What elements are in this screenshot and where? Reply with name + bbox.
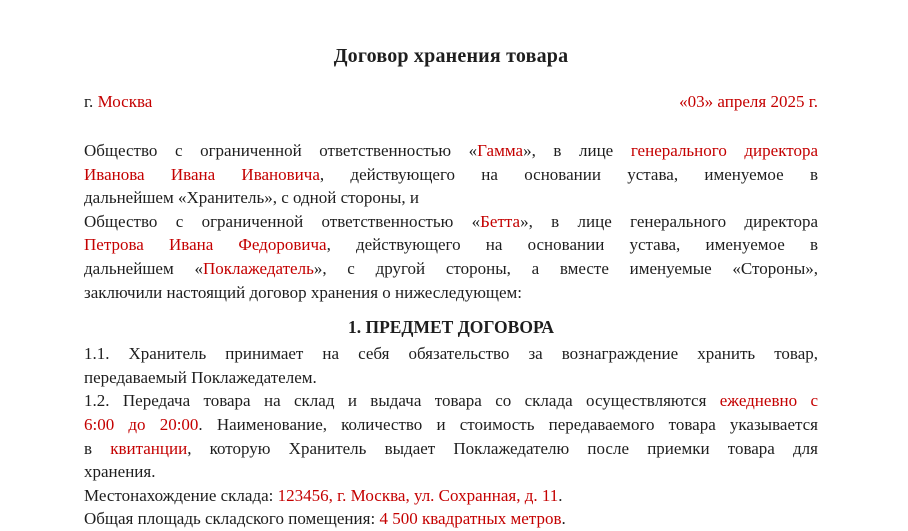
clause-1-1-line-2: [84, 366, 818, 390]
text-run: .: [561, 509, 566, 529]
text-run: Петрова Ивана Федоровича: [84, 235, 327, 255]
text-run: Общество с ограниченной ответственностью «: [84, 211, 481, 231]
text-run: Гамма: [477, 141, 524, 160]
text-run: . Наименование, количество и стоимость передаваемого товара указывается: [198, 414, 818, 434]
text-run: Местонахождение склада:: [84, 485, 278, 505]
text-run: дальнейшем «: [84, 258, 203, 278]
text-run: .: [558, 485, 563, 505]
party-depositor-line-2: [84, 233, 818, 257]
text-run: Иванова Ивана Ивановича: [84, 164, 320, 184]
text-run: в: [84, 438, 111, 458]
text-run: », в лице генерального директора: [520, 211, 818, 231]
place-of-signing: [84, 90, 152, 114]
text-run: квитанции: [110, 438, 188, 458]
text-run: 1.2. Передача товара на склад и выдача товара со склада осуществляются: [84, 391, 720, 411]
text-run: 123456, г. Москва, ул. Сохранная, д. 11: [277, 485, 559, 505]
signing-date: «03» апреля 2025 г.: [679, 92, 818, 111]
text-run: генерального директора: [630, 141, 818, 160]
text-run: дальнейшем «Хранитель», с одной стороны, и: [84, 188, 419, 208]
text-run: », в лице: [523, 141, 631, 160]
text-run: , которую Хранитель выдает Поклажедателю после приемки товара для: [187, 438, 818, 458]
party-keeper-line-1: [84, 139, 818, 163]
party-keeper-line-2: [84, 163, 818, 187]
clause-1-2-line-2: [84, 413, 818, 437]
party-depositor-line-4: [84, 281, 818, 305]
text-run: , действующего на основании устава, именуемое в: [326, 235, 818, 255]
party-keeper-line-3: [84, 186, 818, 210]
clause-1-2-line-1: [84, 389, 818, 413]
text-run: Бетта: [480, 211, 521, 231]
warehouse-area-line: [84, 507, 818, 531]
text-run: 1.1. Хранитель принимает на себя обязательство за вознаграждение хранить товар,: [84, 344, 818, 364]
text-run: передаваемый Поклажедателем.: [84, 367, 317, 387]
document-title: Договор хранения товара: [333, 45, 569, 67]
text-run: хранения.: [84, 462, 156, 482]
party-depositor-line-3: [84, 257, 818, 281]
text-run: , действующего на основании устава, именуемое в: [319, 164, 818, 184]
text-run: 1. ПРЕДМЕТ ДОГОВОРА: [347, 317, 555, 338]
city-prefix: г.: [84, 92, 98, 111]
text-run: заключили настоящий договор хранения о нижеследующем:: [84, 282, 523, 302]
contract-body: [84, 139, 818, 531]
section-1-heading: [84, 316, 818, 340]
text-run: », с другой стороны, а вместе именуемые «Стороны»,: [313, 258, 818, 278]
text-run: ежедневно с: [719, 391, 818, 411]
clause-1-2-line-3: [84, 437, 818, 461]
warehouse-address-line: [84, 484, 818, 508]
party-depositor-line-1: [84, 210, 818, 234]
text-run: 6:00 до 20:00: [84, 414, 199, 434]
text-run: Общество с ограниченной ответственностью «: [84, 141, 478, 160]
text-run: Поклажедатель: [202, 258, 314, 278]
clause-1-1-line-1: [84, 342, 818, 366]
text-run: 4 500 квадратных метров: [379, 509, 562, 529]
clause-1-2-line-4: [84, 460, 818, 484]
city-value: Москва: [97, 92, 153, 111]
dateline: [84, 90, 818, 114]
text-run: Общая площадь складского помещения:: [84, 509, 380, 529]
